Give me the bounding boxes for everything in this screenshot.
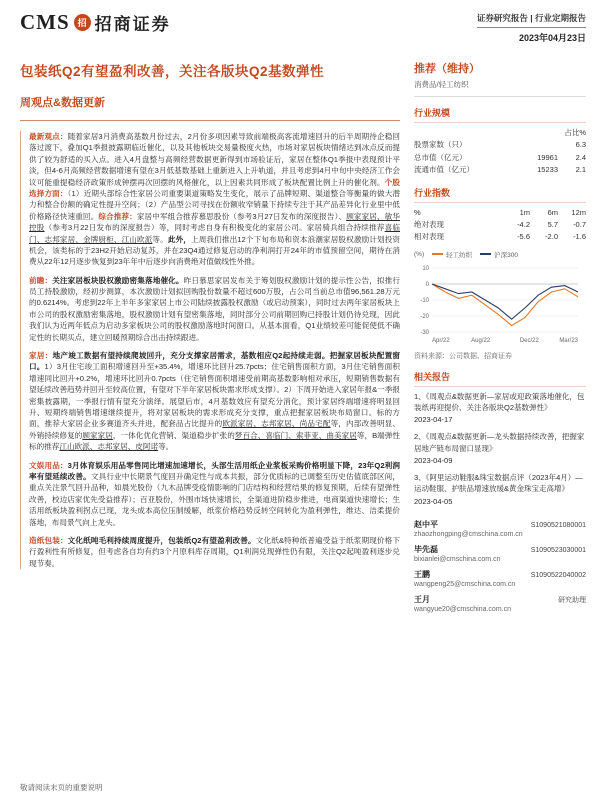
page-title: 包装纸Q2有望盈利改善，关注各版块Q2基数弹性 <box>20 64 325 79</box>
svg-text:Aug/22: Aug/22 <box>471 337 491 344</box>
cms-logo <box>20 10 171 35</box>
industry-index-title: 行业指数 <box>414 186 586 203</box>
paragraph-latest-view: 最新观点：随着家居3月消费高基数月份过去，2月份多项因素导致前端极高客流增速回升的后半周期待企稳回落过渡下，叠加Q1季报披露期临近催化，以及其他板块交易量极度火热，市场对家居板块情绪达到冰点反而提供了较为舒适的买入点。进入4月盘整与高频经营数据更新得到市场验证后，家居在整体Q1季报中表现预计平淡，但4-6月高频经营数据增速有望在3月低基数基础上重新进入上升轨道，并且考虑到4月中旬中央经济工作会议可能重提稳经济政策形成钟摆再次回摆的风格催化，以上因素共同形成了板块配置比例上升的催化剂。个股选择方面：（1）近期头部综合性家居公司重要渠道策略发生变化，展示了品牌短期、渠道整合等衡量的做大潜力和整合份额的确定性提升空间；（2）产品型公司寻找在份额收窄销量下持续专注于其产品差异化行业里中低价格路径快速重回。综合推荐：家居中军组合推荐慕思股份（参考3月27日发布的深度报告）、顾家家居、敏华控股（参考3月22日发布的深度报告）等，同时考虑自身有积极变化的家居公司。家居骑兵组合持续推荐喜临门、志邦家居、金牌厨柜、江山欧派等。此外，上周我们推出12个下旬布局和资本浪潮家居股权激励计划投资机会，该类标的于23H2开始启动复苏，并在23Q4通过修复启动的净利润打开24年的市值预留空间，期待在消费从22年12月逐步恢复到23年年中后逐步向消费绝对值做线性外推。 <box>29 132 401 267</box>
chart-source-note: 资料来源：公司数据、招商证券 <box>414 352 512 360</box>
chart-unit-label: (%) <box>414 250 425 258</box>
table-row: 绝对表现 -4.2 5.7 -0.7 <box>414 219 586 229</box>
main-column <box>20 60 400 619</box>
legend-item-qinggong: 轻工纺织 <box>432 250 472 259</box>
chart-legend <box>414 250 586 259</box>
list-item: 2、《周观点&数据更新—龙头数据持续改善，把握家居地产链布局窗口显现》 2023-04-09 <box>414 432 585 465</box>
sidebar <box>414 60 586 619</box>
svg-text:Mar/23: Mar/23 <box>559 337 578 344</box>
industry-scale-table <box>414 127 586 177</box>
pct-col-header: 占比% <box>564 128 586 137</box>
author: 毕先磊 S1090523030001 bixianlei@cmschina.com.cn <box>414 544 586 563</box>
cms-coin-icon: 招 <box>74 14 91 31</box>
list-item: 1、《周观点&数据更新—家居或迎政策落地催化，包装纸再迎提价、关注各版块Q2基数弹性》 2023-04-17 <box>414 391 585 425</box>
authors-block <box>414 519 586 613</box>
cms-logo-chinese: 招商证券 <box>94 15 171 34</box>
industry-scale-title: 行业规模 <box>414 106 586 123</box>
author: 赵中平 S1090521080001 zhaozhongping@cmschina.com.cn <box>414 519 586 538</box>
svg-text:-30: -30 <box>420 329 429 336</box>
industry-index-chart <box>414 250 586 361</box>
svg-text:-20: -20 <box>420 313 429 320</box>
page-header <box>20 10 586 44</box>
paragraph-paper-packaging: 造纸包装：文化纸吨毛利持续周度提升，包装纸Q2有望盈利改善。文化纸&特种纸普遍受益于纸浆期现价格下行盈利性有所修复，但考虑各自均有约3个月原料库存周期，Q1利润兑现弹性仍有限，关注Q2起吨盈利逐步兑现节奏。 <box>29 535 400 568</box>
svg-text:0: 0 <box>425 281 429 288</box>
report-type: 证券研究报告 | 行业定期报告 <box>477 12 586 28</box>
svg-text:Dec/22: Dec/22 <box>519 337 539 344</box>
table-row: 总市值（亿元） 19961 2.4 <box>414 152 586 162</box>
table-row: 股票家数（只） 6.3 <box>414 140 586 150</box>
legend-item-hs300: 沪深300 <box>480 250 518 259</box>
author: 王月 研究助理 wangyue20@cmschina.com.cn <box>414 594 586 613</box>
related-reports-title: 相关报告 <box>414 370 586 387</box>
author: 王鹏 S1090522040002 wangpeng25@cmschina.com.cn <box>414 569 586 588</box>
report-body <box>20 131 400 569</box>
related-reports-list <box>414 391 586 507</box>
author-email: bixianlei@cmschina.com.cn <box>414 555 501 563</box>
legend-swatch-qinggong-icon <box>432 253 443 255</box>
footer-disclaimer: 敬请阅读末页的重要说明 <box>20 783 103 792</box>
table-row: 流通市值（亿元） 15233 2.1 <box>414 165 586 175</box>
line-chart <box>414 260 584 346</box>
paragraph-outlook: 前瞻：关注家居板块股权激励密集落地催化。昨日慕思家居发布关于筹划股权激励计划的提示性公告，拟推行员工持股激励，经初步测算，本次激励计划拟回购股份数量不超过600万股，占公司当前总市值96,561.28万元的0.6214%。考虑到22年上半年多家家居上市公司陆续披露股权激励（或启动预案），同时过去两年家居板块上市公司的股权激励密集落地，股权激励计划有望密集落地，同时部分公司前期回购已持股计划仍待兑现，因此我们认为近两年低点为启动多家板块公司的股权激励落地时间窗口。从基本面看，Q1业绩较差可能促使低不确定性的长期买点，建立回暖预期综合出击持续跟进。 <box>29 275 401 342</box>
industry-tag: 消费品/轻工纺织 <box>414 79 586 97</box>
report-date: 2023年04月23日 <box>518 33 586 43</box>
rating-badge: 推荐（维持） <box>414 63 480 75</box>
list-item: 3、《阿里运动鞋服&珠宝数据点评（2023年4月）—运动鞋服、护肤品增速放缓&黄金珠宝走高增》 2023-04-05 <box>414 473 583 506</box>
svg-text:10: 10 <box>422 265 429 272</box>
industry-scale-header <box>414 127 586 139</box>
industry-index-table <box>414 207 586 244</box>
svg-text:Apr/22: Apr/22 <box>432 337 450 344</box>
industry-index-header: % 1m 6m 12m <box>414 207 586 217</box>
legend-swatch-hs300-icon <box>480 253 491 255</box>
report-meta <box>477 10 586 44</box>
author-email: wangpeng25@cmschina.com.cn <box>414 580 516 588</box>
paragraph-stationery: 文娱用品：3月体育娱乐用品零售同比增速加速增长，头部生活用纸企业浆板采购价格明显下降，23年Q2利润率有望延续改善。文具行业中长期景气度回升确定性与成本共振，部分优质标的已调整至历史估值底部区间，重点关注景气回升品种，如晨光股份（九木品牌受疫情影响的门店结构和经营结果的修复预期，后续有望弹性改善，校边店家优先受益推荐）；百亚股份，外围市场快速增长，全渠道进阶稳步推进，电商渠道快速增长；生活用纸板块盈利拐点已现，龙头成本高位压制缓解，纸浆价格趋势反转空间转化为盈利弹性，维达、洁柔提价落地，布局景气向上龙头。 <box>29 460 401 527</box>
paragraph-furniture: 家居：地产竣工数据有望持续爬坡回升，充分支撑家居需求，基数相应Q2起持续走弱。把握家居板块配置窗口。1）3月住宅竣工面积增速回升至+35.4%，增速环比回升25.7pcts；住宅销售面积方面，3月住宅销售面积增速同比回升+0.2%，增速环比回升0.7pcts（住宅销售面积增速受前期高基数影响相对承压，短期销售数据有望延续改善趋势并回升至较高位置，有望对下半年家居板块需求形成支撑）。2）下周开始进入家居年报&一季报密集披露期，一季报行情有望充分演绎。展望后市，4月基数效应有望充分消化，预计家居终端增速将明显回升、短期终端销售增速继续提升，将对家居板块的需求形成充分支撑，重点把握家居板块布局窗口。标的方面，推荐大家居企业多赛道齐头并进，配套品占比提升的欧派家居、志邦家居、尚品宅配等，内部改善明显、外销持续修复的顾家家居，一体化优化营销、渠道稳步扩张的梦百合、喜临门、索菲亚、曲美家居等，B端弹性标的推荐江山欧派、志邦家居、皮阿诺等。 <box>29 351 401 452</box>
table-row: 相对表现 -5.6 -2.0 -1.6 <box>414 232 586 242</box>
author-email: wangyue20@cmschina.com.cn <box>414 605 511 613</box>
svg-text:-10: -10 <box>420 297 429 304</box>
subtitle-wrap <box>20 93 400 121</box>
author-email: zhaozhongping@cmschina.com.cn <box>414 530 523 538</box>
cms-logo-text: CMS <box>20 10 70 34</box>
page-subtitle: 周观点&数据更新 <box>20 97 105 109</box>
